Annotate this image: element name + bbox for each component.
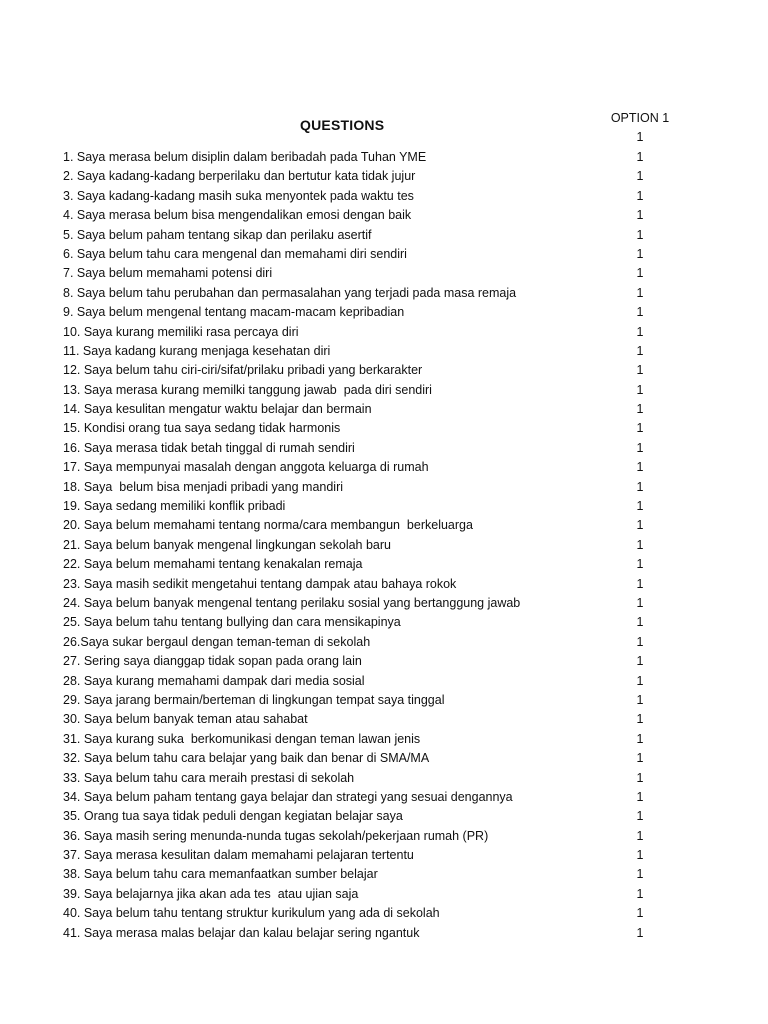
question-text: 34. Saya belum paham tentang gaya belajar dan strategi yang sesuai dengannya <box>63 789 513 804</box>
question-text: 21. Saya belum banyak mengenal lingkungan sekolah baru <box>63 537 392 552</box>
question-text: 20. Saya belum memahami tentang norma/cara membangun berkeluarga <box>63 518 473 533</box>
question-text: 15. Kondisi orang tua saya sedang tidak harmonis <box>63 421 341 436</box>
option-value: 1 <box>636 479 644 494</box>
option-value: 1 <box>636 576 644 591</box>
option-value: 1 <box>636 324 644 339</box>
question-text: 12. Saya belum tahu ciri-ciri/sifat/prilaku pribadi yang berkarakter <box>63 363 423 378</box>
option-value: 1 <box>636 208 644 223</box>
question-row <box>0 789 768 808</box>
question-row <box>0 227 768 246</box>
option-value: 1 <box>636 266 644 281</box>
option-value: 1 <box>636 363 644 378</box>
question-row <box>0 401 768 420</box>
question-row <box>0 847 768 866</box>
question-text: 19. Saya sedang memiliki konflik pribadi <box>63 499 286 514</box>
question-text: 3. Saya kadang-kadang masih suka menyontek pada waktu tes <box>63 188 414 203</box>
option-value: 1 <box>636 537 644 552</box>
question-text: 9. Saya belum mengenal tentang macam-macam kepribadian <box>63 305 405 320</box>
question-text: 40. Saya belum tahu tentang struktur kurikulum yang ada di sekolah <box>63 906 440 921</box>
question-row <box>0 168 768 187</box>
question-row <box>0 343 768 362</box>
question-text: 37. Saya merasa kesulitan dalam memahami pelajaran tertentu <box>63 848 414 863</box>
question-text: 36. Saya masih sering menunda-nunda tugas sekolah/pekerjaan rumah (PR) <box>63 828 489 843</box>
option-value: 1 <box>636 440 644 455</box>
question-text: 22. Saya belum memahami tentang kenakalan remaja <box>63 557 363 572</box>
questions-header: QUESTIONS <box>300 117 385 133</box>
question-row <box>0 382 768 401</box>
question-row <box>0 246 768 265</box>
question-row <box>0 731 768 750</box>
question-row <box>0 770 768 789</box>
question-row <box>0 207 768 226</box>
option-value: 1 <box>636 789 644 804</box>
question-text: 24. Saya belum banyak mengenal tentang perilaku sosial yang bertanggung jawab <box>63 595 521 610</box>
question-row <box>0 362 768 381</box>
question-row <box>0 188 768 207</box>
option-value: 1 <box>636 460 644 475</box>
question-text: 11. Saya kadang kurang menjaga kesehatan diri <box>63 343 331 358</box>
option-value: 1 <box>636 770 644 785</box>
option-value: 1 <box>636 731 644 746</box>
question-row <box>0 808 768 827</box>
option-value: 1 <box>636 654 644 669</box>
question-row <box>0 866 768 885</box>
question-text: 18. Saya belum bisa menjadi pribadi yang mandiri <box>63 479 344 494</box>
question-row <box>0 711 768 730</box>
option-value: 1 <box>636 848 644 863</box>
question-text: 10. Saya kurang memiliki rasa percaya diri <box>63 324 299 339</box>
option-value: 1 <box>636 246 644 261</box>
option-value: 1 <box>636 169 644 184</box>
option-value: 1 <box>636 673 644 688</box>
question-text: 27. Sering saya dianggap tidak sopan pada orang lain <box>63 654 362 669</box>
option-value: 1 <box>636 595 644 610</box>
question-row <box>0 634 768 653</box>
question-text: 4. Saya merasa belum bisa mengendalikan emosi dengan baik <box>63 208 412 223</box>
option-value: 1 <box>636 188 644 203</box>
option-value: 1 <box>636 712 644 727</box>
option-value: 1 <box>636 925 644 940</box>
option-value: 1 <box>636 343 644 358</box>
question-text: 2. Saya kadang-kadang berperilaku dan bertutur kata tidak jujur <box>63 169 416 184</box>
question-row <box>0 149 768 168</box>
question-row <box>0 595 768 614</box>
question-text: 31. Saya kurang suka berkomunikasi dengan teman lawan jenis <box>63 731 421 746</box>
question-text: 7. Saya belum memahami potensi diri <box>63 266 273 281</box>
option-value: 1 <box>636 150 644 164</box>
question-text: 30. Saya belum banyak teman atau sahabat <box>63 712 308 727</box>
question-row <box>0 905 768 924</box>
question-row <box>0 886 768 905</box>
question-row <box>0 556 768 575</box>
option-value: 1 <box>636 382 644 397</box>
question-row <box>0 285 768 304</box>
option-value: 1 <box>636 499 644 514</box>
question-text: 25. Saya belum tahu tentang bullying dan cara mensikapinya <box>63 615 401 630</box>
question-row <box>0 265 768 284</box>
option-value: 1 <box>636 906 644 921</box>
question-row <box>0 673 768 692</box>
question-list <box>0 149 768 944</box>
question-text: 35. Orang tua saya tidak peduli dengan kegiatan belajar saya <box>63 809 403 824</box>
question-text: 13. Saya merasa kurang memilki tanggung jawab pada diri sendiri <box>63 382 432 397</box>
question-text: 16. Saya merasa tidak betah tinggal di rumah sendiri <box>63 440 355 455</box>
question-row <box>0 324 768 343</box>
option-header: OPTION 1 <box>610 111 670 125</box>
option-value: 1 <box>636 557 644 572</box>
option-value: 1 <box>636 692 644 707</box>
option-value: 1 <box>636 634 644 649</box>
option-value: 1 <box>636 867 644 882</box>
question-text: 8. Saya belum tahu perubahan dan permasalahan yang terjadi pada masa remaja <box>63 285 517 300</box>
question-text: 6. Saya belum tahu cara mengenal dan memahami diri sendiri <box>63 246 407 261</box>
option-value: 1 <box>636 130 644 144</box>
option-value: 1 <box>636 305 644 320</box>
question-row <box>0 653 768 672</box>
question-text: 14. Saya kesulitan mengatur waktu belajar dan bermain <box>63 402 372 417</box>
question-row <box>0 479 768 498</box>
option-value: 1 <box>636 615 644 630</box>
question-text: 33. Saya belum tahu cara meraih prestasi di sekolah <box>63 770 355 785</box>
question-row <box>0 537 768 556</box>
question-row <box>0 304 768 323</box>
question-row <box>0 517 768 536</box>
option-value: 1 <box>636 227 644 242</box>
question-text: 1. Saya merasa belum disiplin dalam beribadah pada Tuhan YME <box>63 150 427 164</box>
question-text: 41. Saya merasa malas belajar dan kalau belajar sering ngantuk <box>63 925 420 940</box>
option-value: 1 <box>636 285 644 300</box>
option-value: 1 <box>636 828 644 843</box>
question-row <box>0 692 768 711</box>
question-row <box>0 420 768 439</box>
option-value: 1 <box>636 402 644 417</box>
question-text: 38. Saya belum tahu cara memanfaatkan sumber belajar <box>63 867 378 882</box>
question-row <box>0 925 768 944</box>
question-row <box>0 440 768 459</box>
question-row <box>0 459 768 478</box>
option-value: 1 <box>636 809 644 824</box>
question-text: 28. Saya kurang memahami dampak dari media sosial <box>63 673 365 688</box>
question-text: 5. Saya belum paham tentang sikap dan perilaku asertif <box>63 227 372 242</box>
question-row <box>0 614 768 633</box>
question-row <box>0 498 768 517</box>
question-row <box>0 750 768 769</box>
option-value: 1 <box>636 421 644 436</box>
question-text: 32. Saya belum tahu cara belajar yang baik dan benar di SMA/MA <box>63 751 430 766</box>
question-text: 23. Saya masih sedikit mengetahui tentang dampak atau bahaya rokok <box>63 576 457 591</box>
option-value: 1 <box>636 518 644 533</box>
question-row <box>0 576 768 595</box>
question-text: 29. Saya jarang bermain/berteman di lingkungan tempat saya tinggal <box>63 692 445 707</box>
question-text: 39. Saya belajarnya jika akan ada tes atau ujian saja <box>63 886 359 901</box>
question-row <box>0 828 768 847</box>
question-text: 17. Saya mempunyai masalah dengan anggota keluarga di rumah <box>63 460 429 475</box>
question-text: 26.Saya sukar bergaul dengan teman-teman di sekolah <box>63 634 371 649</box>
option-value: 1 <box>636 751 644 766</box>
option-value: 1 <box>636 886 644 901</box>
